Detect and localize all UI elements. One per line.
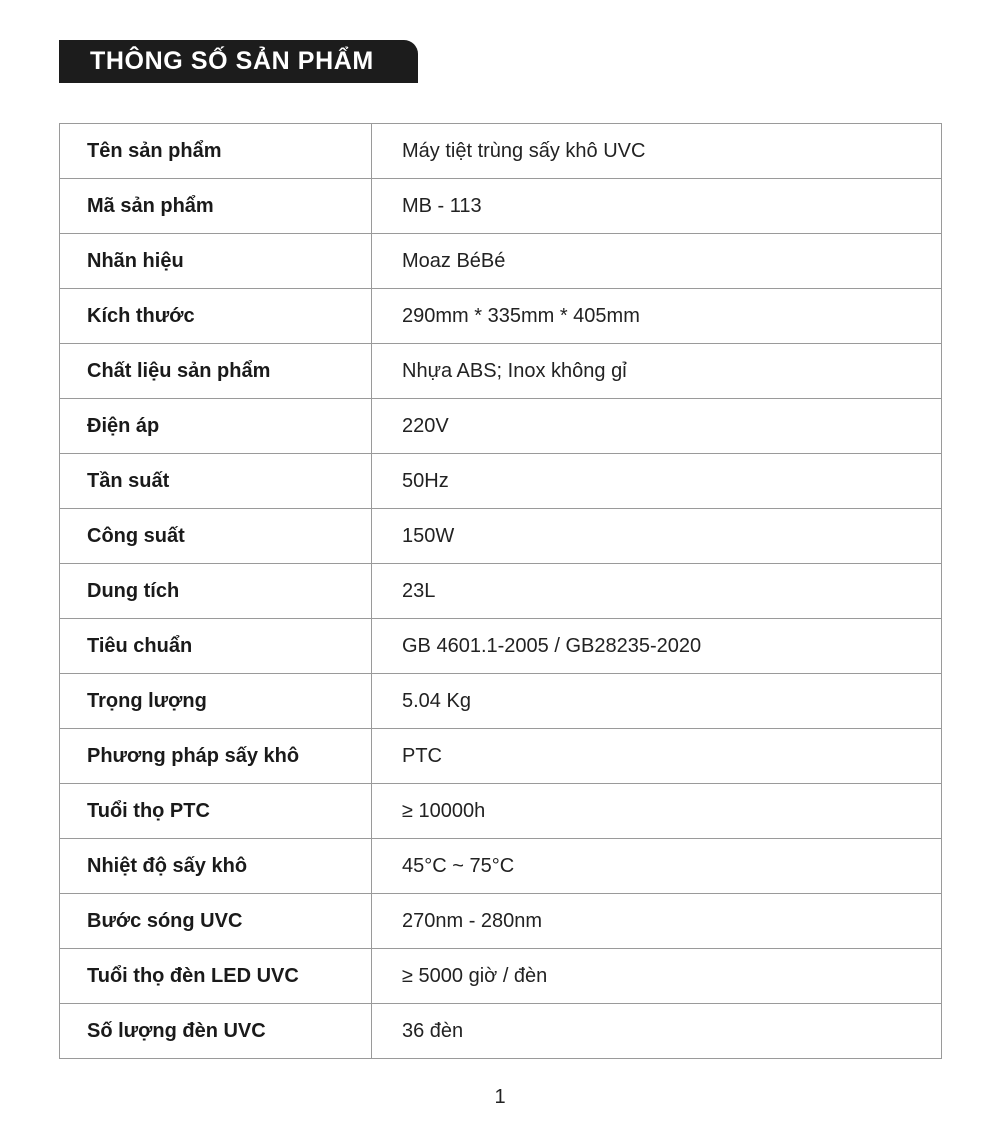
spec-label: Tiêu chuẩn: [60, 619, 372, 674]
spec-value: 150W: [372, 509, 942, 564]
spec-value: Máy tiệt trùng sấy khô UVC: [372, 124, 942, 179]
table-row: [60, 399, 942, 454]
spec-value: 5.04 Kg: [372, 674, 942, 729]
table-row: [60, 564, 942, 619]
spec-value: MB - 113: [372, 179, 942, 234]
table-row: [60, 509, 942, 564]
spec-label: Trọng lượng: [60, 674, 372, 729]
table-row: [60, 674, 942, 729]
table-row: [60, 949, 942, 1004]
spec-value: 50Hz: [372, 454, 942, 509]
spec-value: PTC: [372, 729, 942, 784]
spec-label: Chất liệu sản phẩm: [60, 344, 372, 399]
spec-label: Nhãn hiệu: [60, 234, 372, 289]
spec-label: Số lượng đèn UVC: [60, 1004, 372, 1059]
spec-value: 36 đèn: [372, 1004, 942, 1059]
section-title: THÔNG SỐ SẢN PHẨM: [90, 47, 374, 75]
table-row: [60, 179, 942, 234]
spec-value: GB 4601.1-2005 / GB28235-2020: [372, 619, 942, 674]
spec-value: ≥ 5000 giờ / đèn: [372, 949, 942, 1004]
spec-label: Phương pháp sấy khô: [60, 729, 372, 784]
spec-label: Tần suất: [60, 454, 372, 509]
product-specs-table: [59, 123, 942, 1059]
spec-label: Mã sản phẩm: [60, 179, 372, 234]
spec-value: Nhựa ABS; Inox không gỉ: [372, 344, 942, 399]
table-row: [60, 619, 942, 674]
spec-label: Tuổi thọ đèn LED UVC: [60, 949, 372, 1004]
spec-label: Tuổi thọ PTC: [60, 784, 372, 839]
spec-value: 220V: [372, 399, 942, 454]
table-row: [60, 839, 942, 894]
spec-label: Điện áp: [60, 399, 372, 454]
spec-label: Kích thước: [60, 289, 372, 344]
table-row: [60, 894, 942, 949]
spec-label: Nhiệt độ sấy khô: [60, 839, 372, 894]
table-row: [60, 344, 942, 399]
spec-value: 23L: [372, 564, 942, 619]
table-row: [60, 454, 942, 509]
spec-value: 270nm - 280nm: [372, 894, 942, 949]
spec-value: ≥ 10000h: [372, 784, 942, 839]
spec-label: Tên sản phẩm: [60, 124, 372, 179]
table-row: [60, 1004, 942, 1059]
spec-label: Dung tích: [60, 564, 372, 619]
spec-value: Moaz BéBé: [372, 234, 942, 289]
spec-value: 290mm * 335mm * 405mm: [372, 289, 942, 344]
table-row: [60, 729, 942, 784]
spec-label: Bước sóng UVC: [60, 894, 372, 949]
spec-label: Công suất: [60, 509, 372, 564]
table-row: [60, 289, 942, 344]
table-row: [60, 784, 942, 839]
table-row: [60, 124, 942, 179]
section-title-badge: [59, 40, 418, 83]
spec-value: 45°C ~ 75°C: [372, 839, 942, 894]
page-number: 1: [494, 1086, 506, 1108]
table-row: [60, 234, 942, 289]
